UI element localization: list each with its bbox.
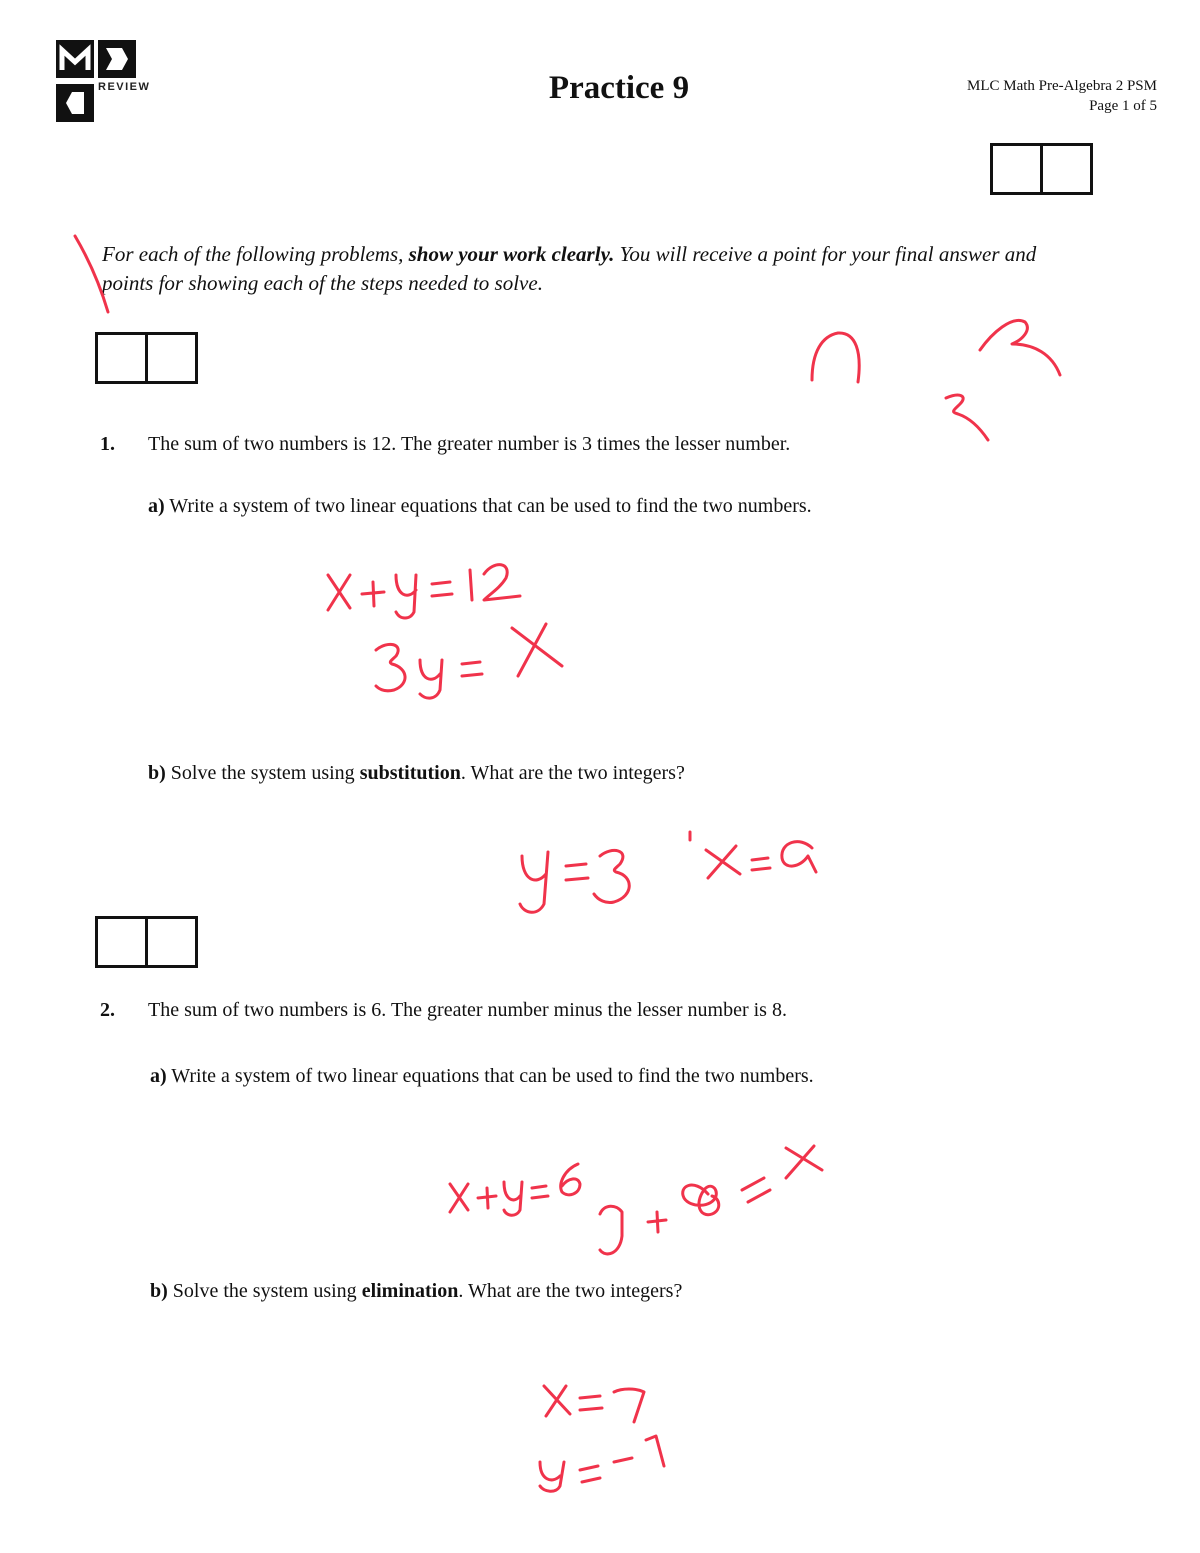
problem-2-number: 2. — [100, 999, 115, 1021]
problem-1-prompt: The sum of two numbers is 12. The greater number is 3 times the lesser number. — [148, 433, 791, 455]
handwritten-small-3 — [946, 395, 988, 440]
handwritten-score-2 — [812, 333, 859, 382]
handwritten-answer-1a-line1 — [328, 565, 520, 618]
handwritten-answer-2a-line2 — [600, 1146, 822, 1254]
problem-2a: a) Write a system of two linear equations that can be used to find the two numbers. — [150, 1065, 814, 1087]
handwritten-score-3 — [980, 320, 1060, 375]
course-name: MLC Math Pre-Algebra 2 PSM — [967, 78, 1157, 94]
problem-2b: b) Solve the system using elimination. What are the two integers? — [150, 1280, 683, 1302]
handwritten-answer-2a-line1 — [450, 1164, 580, 1215]
handwritten-answer-2b-x — [544, 1386, 644, 1422]
handwritten-answer-1b-y — [520, 850, 629, 912]
page-title: Practice 9 — [548, 70, 690, 106]
handwritten-answer-2b-y — [540, 1436, 664, 1491]
problem-1a: a) Write a system of two linear equations that can be used to find the two numbers. — [148, 495, 812, 517]
instructions-emphasis: show your work clearly. — [408, 242, 615, 266]
problem-1-number: 1. — [100, 433, 115, 455]
problem-1b: b) Solve the system using substitution. What are the two integers? — [148, 762, 685, 784]
handwritten-answer-1a-line2 — [376, 624, 562, 698]
handwritten-answer-1b-x — [690, 832, 816, 878]
logo-text: REVIEW — [98, 81, 151, 93]
handwritten-tick — [75, 236, 108, 312]
instructions: For each of the following problems, show your work clearly. You will receive a point for your final answer and points for showing each of the steps needed to solve. — [102, 242, 1037, 295]
page-number: Page 1 of 5 — [1089, 98, 1157, 114]
problem-2-prompt: The sum of two numbers is 6. The greater number minus the lesser number is 8. — [148, 999, 787, 1021]
